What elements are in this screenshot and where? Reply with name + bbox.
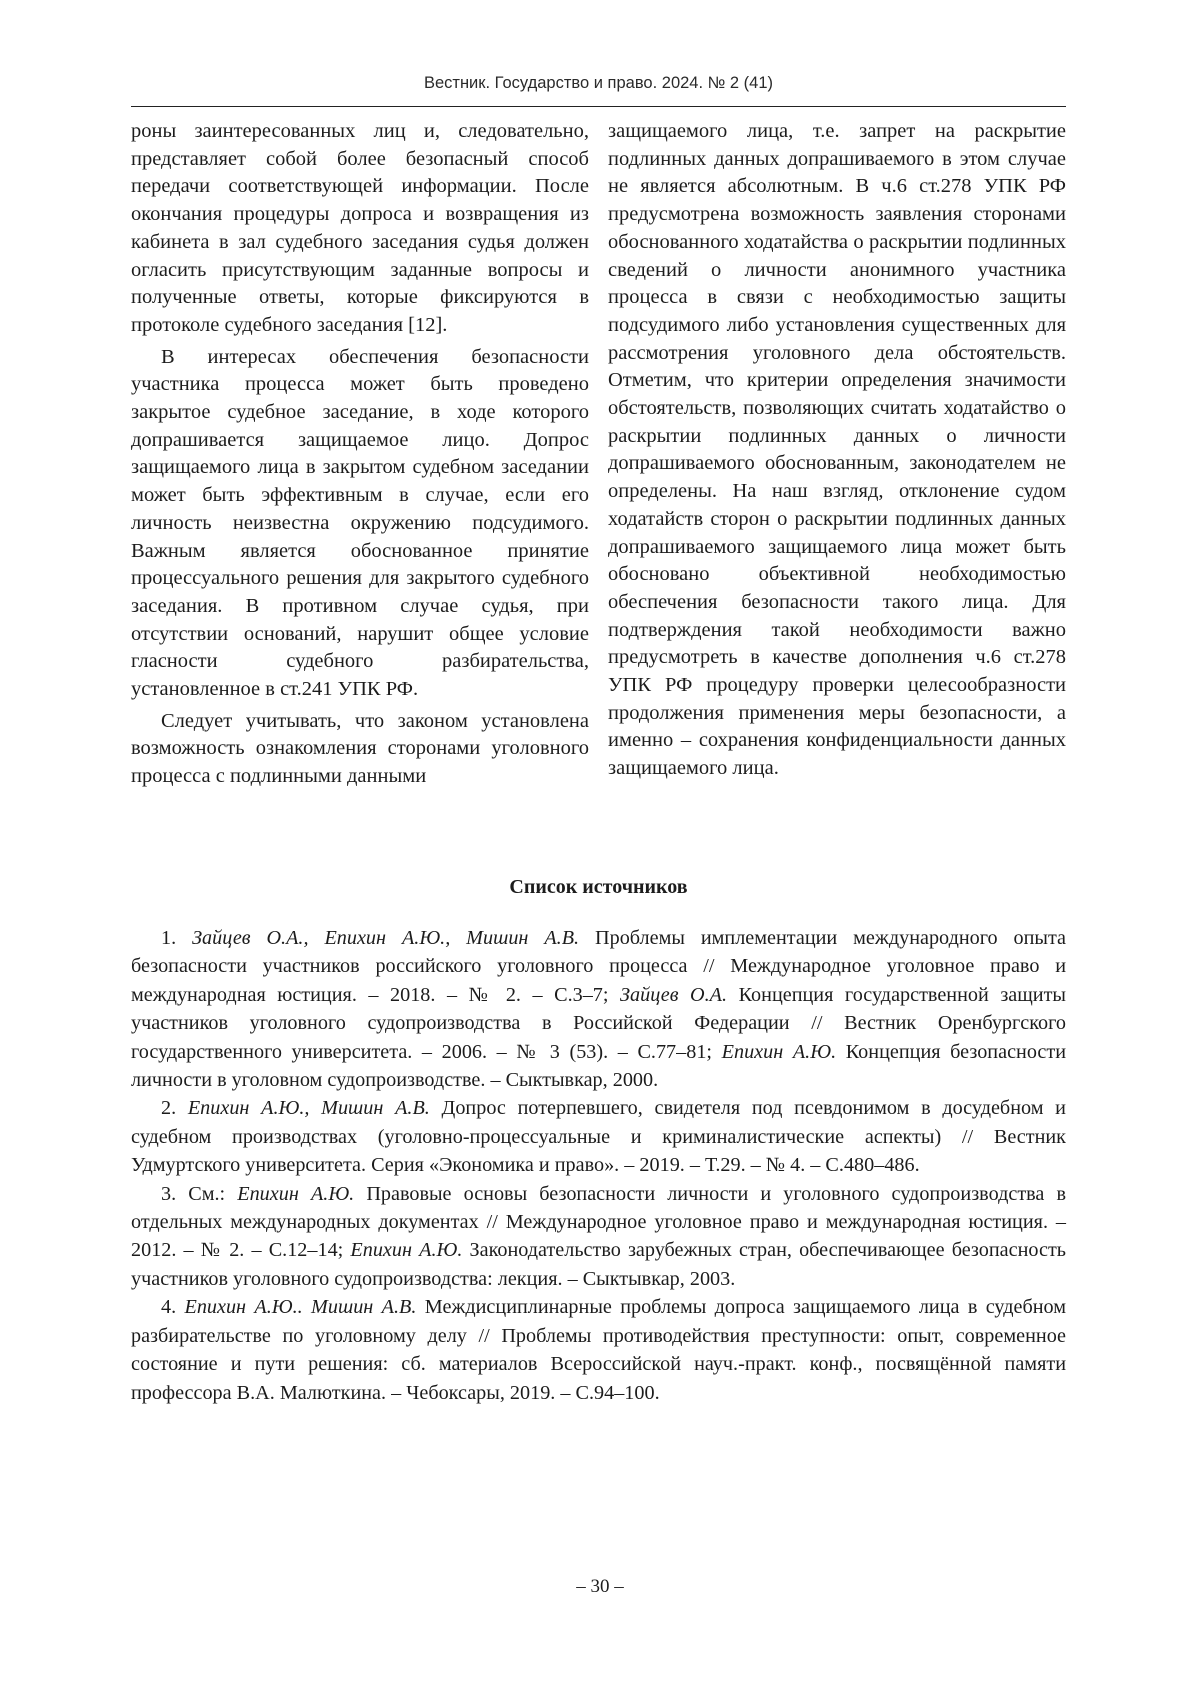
reference-item-2 [131,1094,1066,1179]
left-paragraph-3: Следует учитывать, что законом установлена возможность ознакомления сторонами уголовного процесса с подлинными данными [131,708,589,791]
reference-number: 4. [161,1296,176,1318]
reference-authors: Епихин А.Ю., Мишин А.В. [188,1097,430,1119]
reference-text: Правовые основы безопасности личности и уголовного судопроизводства в отдельных международных документах // Международное уголовное право и международная юстиция. – 2012. – № 2. – С.12–14; [131,1183,1066,1262]
reference-text: Концепция государственной защиты участников уголовного судопроизводства в Российской Федерации // Вестник Оренбургского государственного университета. – 2006. – № 3 (53). – С.77–81; [131,984,1066,1063]
reference-number: 1. [161,927,176,949]
reference-authors: Зайцев О.А., Епихин А.Ю., Мишин А.В. [192,927,579,949]
reference-item-3 [131,1180,1066,1294]
references-title: Список источников [131,876,1066,899]
left-paragraph-1: роны заинтересованных лиц и, следовательно, представляет собой более безопасный способ передачи соответствующей информации. После окончания процедуры допроса и возвращения из кабинета в зал судебного заседания судья должен огласить присутствующим заданные вопросы и полученные ответы, которые фиксируются в протоколе судебного заседания [12]. [131,118,589,340]
reference-authors: Епихин А.Ю. [237,1183,354,1205]
page-number: – 30 – [0,1576,1200,1598]
reference-item-4 [131,1293,1066,1407]
reference-number: 3. [161,1183,176,1205]
left-paragraph-2: В интересах обеспечения безопасности участника процесса может быть проведено закрытое судебное заседание, в ходе которого допрашивается защищаемое лицо. Допрос защищаемого лица в закрытом судебном заседании может быть эффективным в случае, если его личность неизвестна окружению подсудимого. Важным является обоснованное принятие процессуального решения для закрытого судебного заседания. В противном случае судья, при отсутствии оснований, нарушит общее условие гласности судебного разбирательства, установленное в ст.241 УПК РФ. [131,344,589,704]
reference-text: Концепция безопасности личности в уголовном судопроизводстве. – Сыктывкар, 2000. [131,1041,1066,1091]
reference-authors: Епихин А.Ю. [722,1041,836,1063]
right-paragraph-1: защищаемого лица, т.е. запрет на раскрытие подлинных данных допрашиваемого в этом случае не является абсолютным. В ч.6 ст.278 УПК РФ предусмотрена возможность заявления сторонами обоснованного ходатайства о раскрытии подлинных сведений о личности анонимного участника процесса в связи с необходимостью защиты подсудимого либо установления существенных для рассмотрения уголовного дела обстоятельств. Отметим, что критерии определения значимости обстоятельств, позволяющих считать ходатайство о раскрытии подлинных данных о личности допрашиваемого обоснованным, законодателем не определены. На наш взгляд, отклонение судом ходатайств сторон о раскрытии подлинных данных допрашиваемого защищаемого лица может быть обосновано объективной необходимостью обеспечения безопасности такого лица. Для подтверждения такой необходимости важно предусмотреть в качестве дополнения ч.6 ст.278 УПК РФ процедуру проверки целесообразности продолжения применения меры безопасности, а именно – сохранения конфиденциальности данных защищаемого лица. [608,118,1066,783]
reference-prefix: См.: [188,1183,237,1205]
references-list [131,924,1066,1407]
header-rule [131,106,1066,107]
reference-item-1 [131,924,1066,1094]
reference-text: Междисциплинарные проблемы допроса защищаемого лица в судебном разбирательстве по уголовному делу // Проблемы противодействия преступности: опыт, современное состояние и пути решения: сб. материалов Всероссийской науч.-практ. конф., посвящённой памяти профессора В.А. Малюткина. – Чебоксары, 2019. – С.94–100. [131,1296,1066,1403]
reference-authors: Епихин А.Ю.. Мишин А.В. [184,1296,416,1318]
reference-text: Допрос потерпевшего, свидетеля под псевдонимом в досудебном и судебном производствах (уголовно-процессуальные и криминалистические аспекты) // Вестник Удмуртского университета. Серия «Экономика и право». – 2019. – Т.29. – № 4. – С.480–486. [131,1097,1066,1176]
reference-number: 2. [161,1097,176,1119]
reference-text: Проблемы имплементации международного опыта безопасности участников российского уголовного процесса // Международное уголовное право и международная юстиция. – 2018. – № 2. – С.3–7; [131,927,1066,1006]
reference-authors: Зайцев О.А. [620,984,727,1006]
right-column [608,118,1066,787]
running-header: Вестник. Государство и право. 2024. № 2 (41) [131,74,1066,93]
reference-authors: Епихин А.Ю. [350,1239,462,1261]
reference-text: Законодательство зарубежных стран, обеспечивающее безопасность участников уголовного судопроизводства: лекция. – Сыктывкар, 2003. [131,1239,1066,1289]
left-column [131,118,589,795]
